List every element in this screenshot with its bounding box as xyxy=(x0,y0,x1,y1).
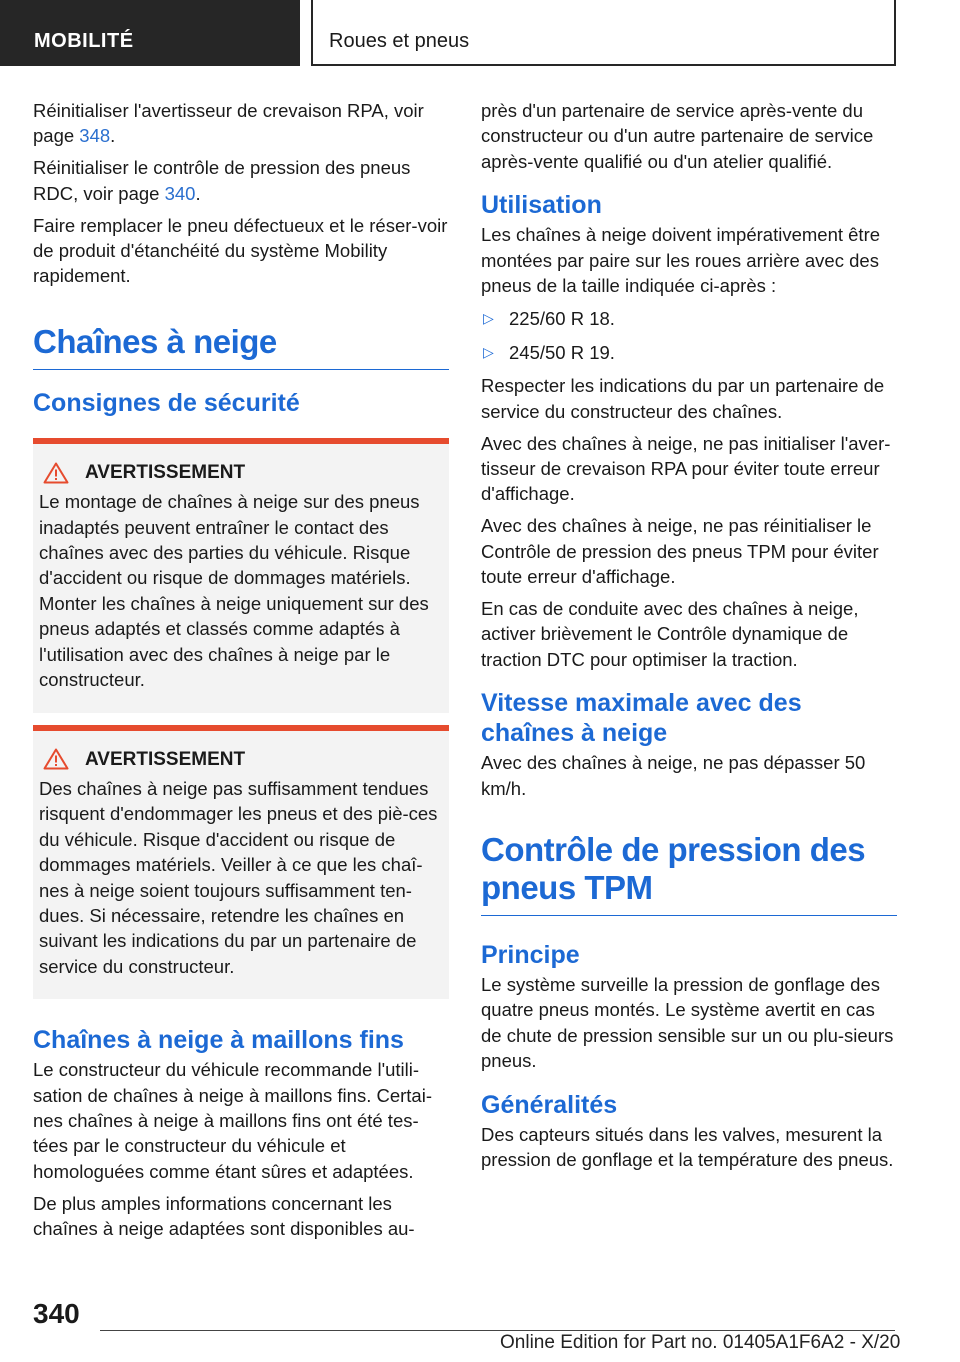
subheading-safety: Consignes de sécurité xyxy=(33,388,300,417)
page-number: 340 xyxy=(33,1298,80,1329)
paragraph: En cas de conduite avec des chaînes à neige, activer brièvement le Contrôle dynamique de traction DTC pour optimiser la traction. xyxy=(481,598,859,670)
section-heading-snow-chains: Chaînes à neige xyxy=(33,323,449,370)
section-tab: MOBILITÉ xyxy=(0,0,300,66)
left-column xyxy=(33,98,449,1248)
warning-title: AVERTISSEMENT xyxy=(85,461,246,483)
page-link-348[interactable]: 348 xyxy=(79,125,111,147)
paragraph: Réinitialiser l'avertisseur de crevaison RPA, voir page 348. xyxy=(33,100,424,147)
subheading-max-speed: Vitesse maximale avec des chaînes à neige xyxy=(481,689,802,748)
warning-title: AVERTISSEMENT xyxy=(85,748,246,770)
paragraph: Des capteurs situés dans les valves, mesurent la pression de gonflage et la température des pneus. xyxy=(481,1123,894,1171)
warning-header xyxy=(39,460,441,485)
section-heading-tpm: Contrôle de pression des pneus TPM xyxy=(481,831,897,916)
paragraph: De plus amples informations concernant les chaînes à neige adaptées sont disponibles au- xyxy=(33,1192,415,1240)
list-item: ▷ 245/50 R 19. xyxy=(481,340,897,365)
subheading-general: Généralités xyxy=(481,1090,618,1119)
subheading-usage: Utilisation xyxy=(481,191,602,220)
warning-box xyxy=(33,438,449,713)
paragraph: Avec des chaînes à neige, ne pas dépasser 50 km/h. xyxy=(481,752,866,799)
footer-divider xyxy=(100,1330,895,1331)
warning-box xyxy=(33,725,449,1000)
subheading-principle: Principe xyxy=(481,941,580,970)
paragraph: près d'un partenaire de service après-vente du constructeur ou d'un autre partenaire de service après-vente qualifié ou d'un atelier qualifié. xyxy=(481,100,874,172)
subheading-fine-link-chains: Chaînes à neige à maillons fins xyxy=(33,1026,404,1055)
paragraph: Le système surveille la pression de gonflage des quatre pneus montés. Le système avertit en cas de chute de pression sensible sur un ou plu-sieurs pneus. xyxy=(481,974,894,1072)
paragraph: Avec des chaînes à neige, ne pas réinitialiser le Contrôle de pression des pneus TPM pour éviter toute erreur d'affichage. xyxy=(481,515,879,588)
warning-text: Des chaînes à neige pas suffisamment tendues risquent d'endommager les pneus et des piè-ces du véhicule. Risque d'accident ou risque de dommages matériels. Veiller à ce que les chaî-nes à neige soient toujours suffisamment ten-dues. Si nécessaire, retendre les chaînes en suivant les indications du par un partenaire de service du constructeur. xyxy=(39,777,438,977)
paragraph: Les chaînes à neige doivent impérativement être montées par paire sur les roues arrière avec des pneus de la taille indiquée ci-après : xyxy=(481,224,881,297)
chapter-title: Roues et pneus xyxy=(311,0,896,66)
warning-icon xyxy=(43,748,69,770)
page-link-340[interactable]: 340 xyxy=(164,182,196,204)
paragraph: Respecter les indications du par un partenaire de service du constructeur des chaînes. xyxy=(481,375,885,422)
right-column xyxy=(481,98,897,1179)
paragraph: Avec des chaînes à neige, ne pas initialiser l'aver-tisseur de crevaison RPA pour éviter toute erreur d'affichage. xyxy=(481,432,891,505)
footer-edition: Online Edition for Part no. 01405A1F6A2 - X/20 xyxy=(500,1332,901,1353)
warning-text: Le montage de chaînes à neige sur des pneus inadaptés peuvent entraîner le contact des chaînes avec des parties du véhicule. Risque d'accident ou risque de dommages matériels. Monter les chaînes à neige uniquement sur des pneus adaptés et classés comme adaptés à l'utilisation avec des chaînes à neige par le constructeur. xyxy=(39,491,429,691)
paragraph: Réinitialiser le contrôle de pression des pneus RDC, voir page 340. xyxy=(33,157,411,204)
warning-icon xyxy=(43,462,69,484)
triangle-bullet-icon: ▷ xyxy=(483,310,494,327)
page-header xyxy=(0,0,896,66)
list-item: ▷ 225/60 R 18. xyxy=(481,306,897,331)
paragraph: Le constructeur du véhicule recommande l'utili-sation de chaînes à neige à maillons fins. Certai-nes chaînes à neige à maillons fins ont été tes-tées par le constructeur du véhicule et homologuées comme étant sûres et adaptées. xyxy=(33,1059,432,1182)
triangle-bullet-icon: ▷ xyxy=(483,343,494,360)
tire-size-list xyxy=(481,306,897,365)
paragraph: Faire remplacer le pneu défectueux et le réser-voir de produit d'étanchéité du système Mobility rapidement. xyxy=(33,214,448,287)
warning-header xyxy=(39,747,441,772)
